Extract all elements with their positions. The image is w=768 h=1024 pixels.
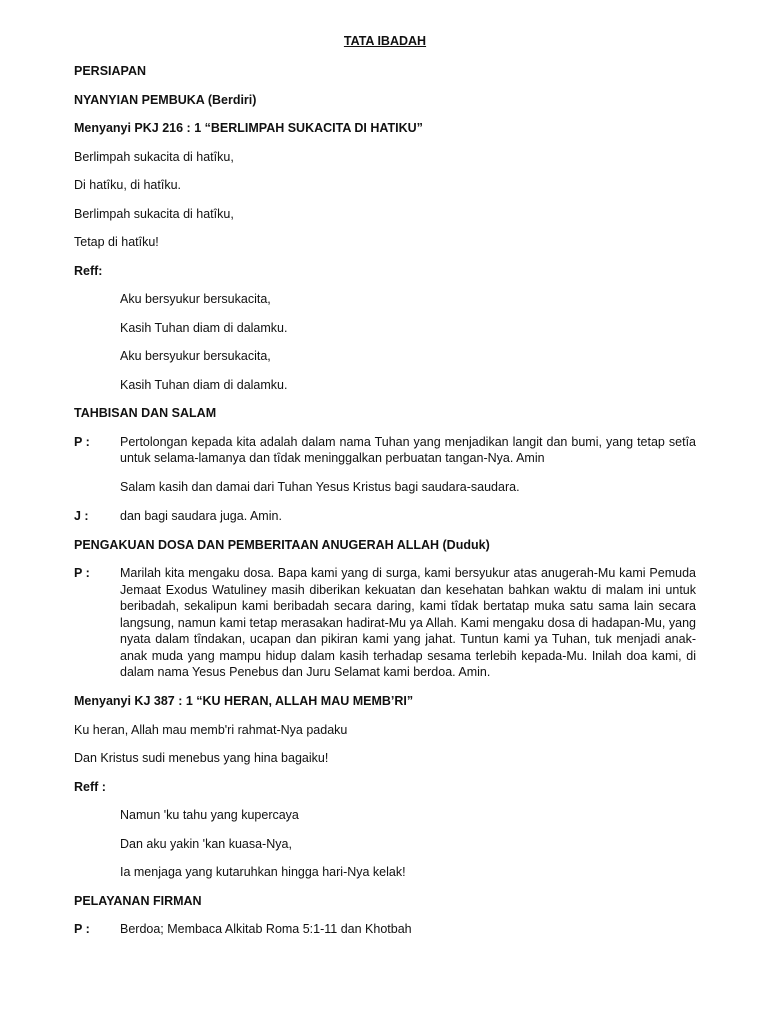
section-persiapan: PERSIAPAN	[74, 64, 147, 78]
song2-reff-line: Ia menjaga yang kutaruhkan hingga hari-Nya kelak!	[120, 865, 406, 879]
pengakuan-p-text: Marilah kita mengaku dosa. Bapa kami yang di surga, kami bersyukur atas anugerah-Mu kami Pemuda Jemaat Exodus Watuliney masih diberikan kekuatan dan kesehatan bahkan waktu di malam ini untuk beribadah, sekalipun kami beribadah secara daring, kami tȋdak bertatap muka satu sama lain secara langsung, namun kami tetap merasakan hadirat-Mu ya Allah. Kami mengaku dosa di hadapan-Mu, yang nyata dalam tȋndakan, ucapan dan pikiran kami yang jahat. Tuntun kami ya Tuhan, tuk menjadi anak-anak muda yang mampu hidup dalam kasih terhadap sesama terlebih kepada-Mu. Inilah doa kami, di dalam nama Yesus Penebus dan Juru Selamat kami berdoa. Amin.	[120, 566, 696, 679]
speaker-label: P :	[74, 922, 90, 936]
song2-line: Ku heran, Allah mau memb'ri rahmat-Nya padaku	[74, 722, 348, 737]
song2-heading: Menyanyi KJ 387 : 1 “KU HERAN, ALLAH MAU MEMB’RI”	[74, 694, 414, 708]
song1-reff-line: Kasih Tuhan diam di dalamku.	[120, 377, 288, 392]
pengakuan-p-row	[74, 565, 696, 681]
song1-line: Di hatȋku, di hatȋku.	[74, 178, 182, 192]
song1-line: Tetap di hatȋku!	[74, 235, 159, 249]
speaker-label: P :	[74, 566, 90, 580]
section-tahbisan-dan-salam: TAHBISAN DAN SALAM	[74, 406, 217, 420]
song1-heading: Menyanyi PKJ 216 : 1 “BERLIMPAH SUKACITA DI HATIKU”	[74, 121, 423, 135]
song2-reff-label: Reff :	[74, 779, 106, 794]
section-pengakuan-dosa: PENGAKUAN DOSA DAN PEMBERITAAN ANUGERAH ALLAH (Duduk)	[74, 537, 490, 552]
song1-reff-line: Aku bersyukur bersukacita,	[120, 292, 271, 306]
song1-reff-line: Kasih Tuhan diam di dalamku.	[120, 320, 288, 335]
song1-line: Berlimpah sukacita di hatȋku,	[74, 206, 234, 221]
section-nyanyian-pembuka: NYANYIAN PEMBUKA (Berdiri)	[74, 92, 257, 107]
song1-reff-label: Reff:	[74, 263, 103, 278]
song1-line: Berlimpah sukacita di hatȋku,	[74, 149, 234, 164]
document-page	[74, 33, 696, 950]
salam-text: Salam kasih dan damai dari Tuhan Yesus Kristus bagi saudara-saudara.	[120, 480, 520, 494]
firman-p-text: Berdoa; Membaca Alkitab Roma 5:1-11 dan Khotbah	[120, 922, 412, 936]
song2-reff-line: Namun 'ku tahu yang kupercaya	[120, 808, 299, 822]
song2-reff-line: Dan aku yakin 'kan kuasa-Nya,	[120, 836, 292, 851]
firman-p-row	[74, 921, 696, 938]
song1-reff-line: Aku bersyukur bersukacita,	[120, 349, 271, 363]
song2-line: Dan Kristus sudi menebus yang hina bagaiku!	[74, 751, 329, 765]
tahbisan-p-row	[74, 434, 696, 467]
speaker-label: J :	[74, 508, 89, 523]
document-title: TATA IBADAH	[343, 34, 427, 48]
tahbisan-j-row	[74, 508, 696, 525]
section-pelayanan-firman: PELAYANAN FIRMAN	[74, 893, 202, 908]
tahbisan-p-text: Pertolongan kepada kita adalah dalam nama Tuhan yang menjadikan langit dan bumi, yang tetap setȋa untuk selama-lamanya dan tȋdak meninggalkan perbuatan tangan-Nya. Amin	[120, 434, 696, 465]
tahbisan-j-text: dan bagi saudara juga. Amin.	[120, 508, 282, 523]
speaker-label: P :	[74, 434, 90, 449]
